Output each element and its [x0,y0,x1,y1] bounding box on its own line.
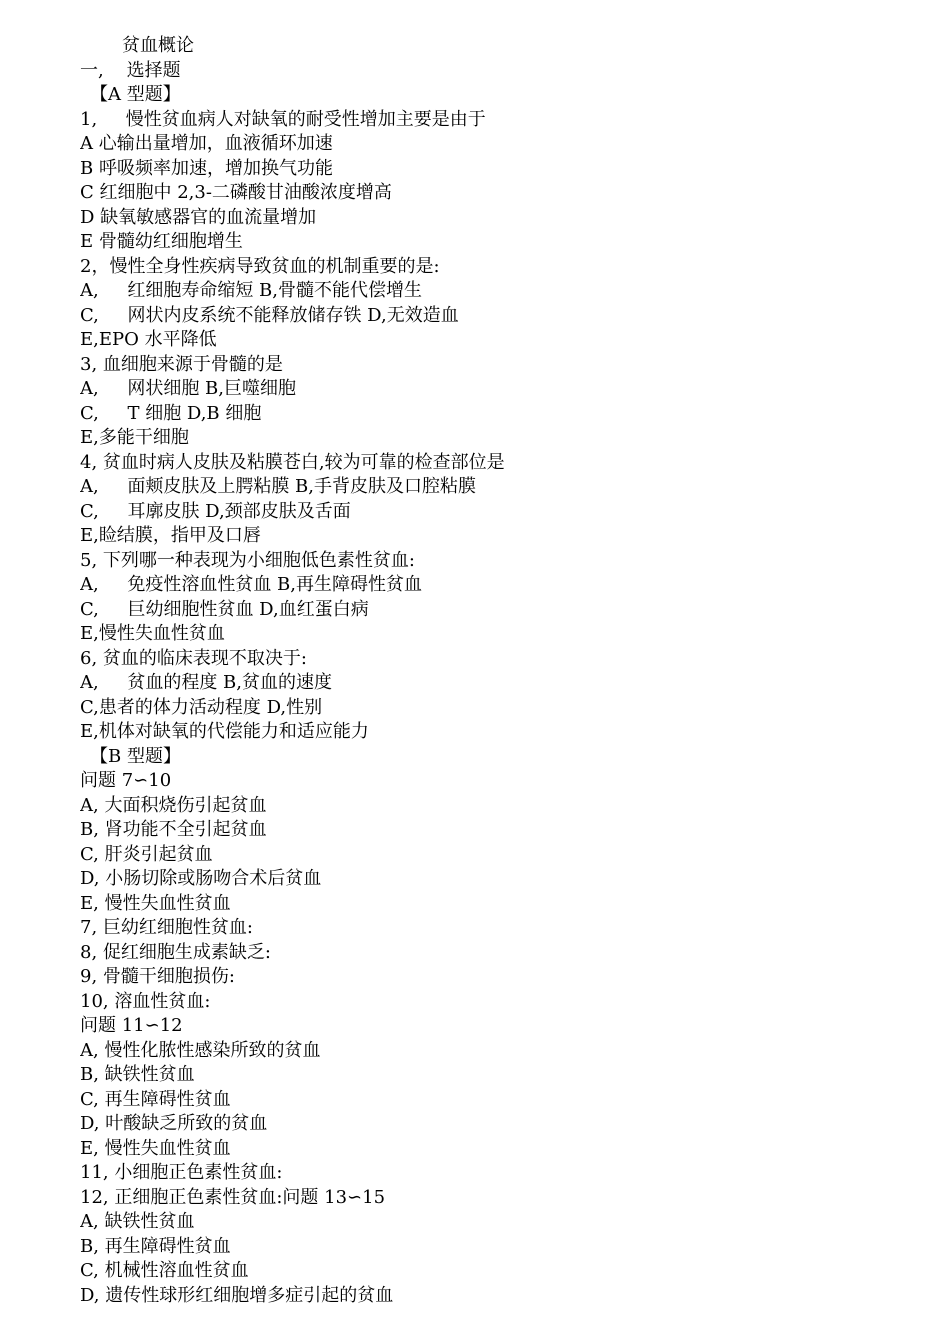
question-line: 9, 骨髓干细胞损伤: [80,966,235,987]
type-a-heading: 【A 型题】 [90,84,181,105]
question-line: D 缺氧敏感器官的血流量增加 [80,206,317,228]
type-b-heading: 【B 型题】 [90,745,181,767]
question-line: A, 免疫性溶血性贫血 B,再生障碍性贫血 [80,574,422,595]
question-line: C,患者的体力活动程度 D,性别 [80,696,323,718]
question-line: 7, 巨幼红细胞性贫血: [80,917,253,938]
question-line: 4, 贫血时病人皮肤及粘膜苍白,较为可靠的检查部位是 [80,451,505,473]
question-line: E 骨髓幼红细胞增生 [80,231,243,252]
question-line: 5, 下列哪一种表现为小细胞低色素性贫血: [80,549,415,571]
question-line: C 红细胞中 2,3-二磷酸甘油酸浓度增高 [80,182,392,203]
question-line: A, 红细胞寿命缩短 B,骨髓不能代偿增生 [80,280,422,301]
question-line: 问题 11∽12 [80,1015,183,1036]
question-line: E,机体对缺氧的代偿能力和适应能力 [80,721,369,742]
question-line: B, 再生障碍性贫血 [80,1235,231,1257]
question-line: B 呼吸频率加速，增加换气功能 [80,157,333,179]
question-line: E,多能干细胞 [80,427,189,448]
question-line: A 心输出量增加，血液循环加速 [80,133,333,154]
question-line: C, 耳廓皮肤 D,颈部皮肤及舌面 [80,500,351,522]
question-line: A, 慢性化脓性感染所致的贫血 [80,1039,321,1061]
question-line: 8, 促红细胞生成素缺乏: [80,941,271,963]
question-line: B, 缺铁性贫血 [80,1064,195,1085]
section-heading: 一, 选择题 [80,59,181,81]
question-line: E, 慢性失血性贫血 [80,892,231,914]
question-line: D, 遗传性球形红细胞增多症引起的贫血 [80,1284,394,1306]
question-line: E,慢性失血性贫血 [80,623,225,644]
question-line: 10, 溶血性贫血: [80,990,211,1012]
question-line: B, 肾功能不全引起贫血 [80,819,267,840]
type-b-questions [80,769,920,1308]
question-line: E,睑结膜，指甲及口唇 [80,525,261,546]
question-line: C, T 细胞 D,B 细胞 [80,402,262,424]
question-line: C, 再生障碍性贫血 [80,1088,231,1110]
question-line: E, 慢性失血性贫血 [80,1137,231,1159]
question-line: A, 面颊皮肤及上腭粘膜 B,手背皮肤及口腔粘膜 [80,476,476,497]
question-line: 12, 正细胞正色素性贫血:问题 13∽15 [80,1186,386,1208]
question-line: E,EPO 水平降低 [80,329,217,350]
question-line: C, 肝炎引起贫血 [80,843,213,865]
question-line: A, 缺铁性贫血 [80,1211,195,1232]
question-line: 11, 小细胞正色素性贫血: [80,1162,283,1183]
question-line: A, 大面积烧伤引起贫血 [80,794,267,816]
question-line: C, 网状内皮系统不能释放储存铁 D,无效造血 [80,304,459,326]
question-line: D, 小肠切除或肠吻合术后贫血 [80,868,322,889]
question-line: 问题 7∽10 [80,770,172,791]
question-line: 1, 慢性贫血病人对缺氧的耐受性增加主要是由于 [80,108,486,130]
question-line: A, 网状细胞 B,巨噬细胞 [80,378,296,399]
document-body [80,34,920,1308]
document-title: 贫血概论 [122,35,194,56]
question-line: A, 贫血的程度 B,贫血的速度 [80,672,332,693]
question-line: 3, 血细胞来源于骨髓的是 [80,353,283,375]
question-line: 6, 贫血的临床表现不取决于: [80,647,307,669]
question-line: C, 机械性溶血性贫血 [80,1260,249,1281]
question-line: 2，慢性全身性疾病导致贫血的机制重要的是: [80,255,440,277]
type-a-questions [80,108,920,745]
question-line: C, 巨幼细胞性贫血 D,血红蛋白病 [80,598,369,620]
question-line: D, 叶酸缺乏所致的贫血 [80,1113,268,1134]
